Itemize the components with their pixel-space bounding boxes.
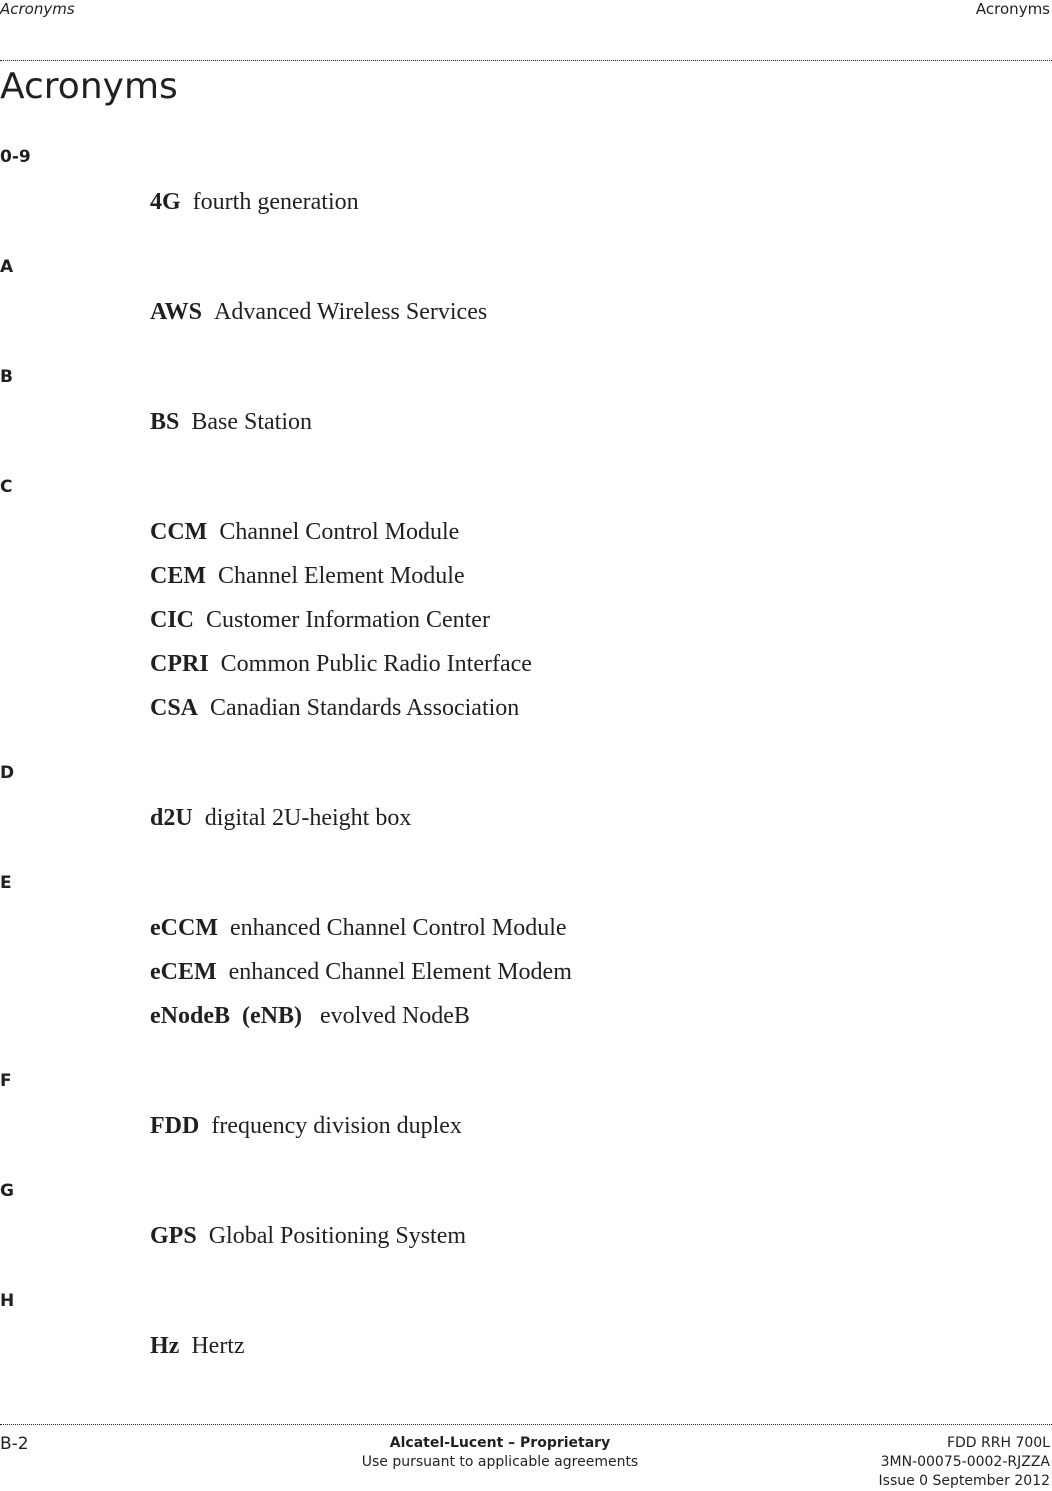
acronym-definition: frequency division duplex <box>211 1113 462 1139</box>
acronym-section <box>0 872 1052 1048</box>
footer-issue-date: Issue 0 September 2012 <box>878 1473 1050 1489</box>
acronym-abbreviation: BS <box>150 409 180 435</box>
acronym-definition: Global Positioning System <box>208 1223 467 1249</box>
acronym-entry <box>150 652 1052 696</box>
footer-center <box>330 1434 670 1472</box>
page-title: Acronyms <box>0 66 178 107</box>
acronym-definition: Advanced Wireless Services <box>214 299 488 325</box>
section-letter: E <box>0 873 12 893</box>
acronym-definition: Channel Control Module <box>219 519 460 545</box>
section-letter: 0-9 <box>0 147 31 167</box>
acronym-definition: Base Station <box>191 409 313 435</box>
footer-proprietary: Alcatel-Lucent – Proprietary <box>389 1435 611 1451</box>
section-letter: F <box>0 1071 12 1091</box>
acronym-entry <box>150 410 1052 454</box>
acronym-section <box>0 762 1052 850</box>
acronym-section <box>0 1180 1052 1268</box>
acronym-abbreviation: eCEM <box>150 959 217 985</box>
header-left-title: Acronyms <box>0 0 75 18</box>
acronym-definition: Canadian Standards Association <box>210 695 520 721</box>
acronym-definition: enhanced Channel Element Modem <box>228 959 572 985</box>
acronym-entry <box>150 520 1052 564</box>
acronym-entry <box>150 1224 1052 1268</box>
acronym-abbreviation: CSA <box>150 695 199 721</box>
acronym-abbreviation: GPS <box>150 1223 197 1249</box>
acronym-abbreviation: eNodeB (eNB) <box>150 1003 302 1029</box>
page-number: B-2 <box>0 1434 29 1454</box>
acronym-definition: Hertz <box>191 1333 245 1359</box>
footer-divider <box>0 1424 1052 1425</box>
acronym-entry <box>150 1114 1052 1158</box>
acronym-entry <box>150 806 1052 850</box>
acronym-abbreviation: CCM <box>150 519 208 545</box>
footer-product: FDD RRH 700L <box>946 1435 1050 1451</box>
section-letter: H <box>0 1291 15 1311</box>
header-divider <box>0 60 1052 61</box>
acronym-abbreviation: eCCM <box>150 915 218 941</box>
acronym-section <box>0 1290 1052 1378</box>
acronym-entry <box>150 960 1052 1004</box>
footer-doc-number: 3MN-00075-0002-RJZZA <box>880 1454 1050 1470</box>
acronym-definition: Channel Element Module <box>218 563 465 589</box>
acronym-entry <box>150 608 1052 652</box>
section-letter: C <box>0 477 13 497</box>
acronym-entry <box>150 916 1052 960</box>
acronym-entry <box>150 696 1052 740</box>
header-right-title: Acronyms <box>975 0 1050 18</box>
acronym-definition: fourth generation <box>192 189 359 215</box>
acronym-abbreviation: CIC <box>150 607 195 633</box>
acronym-abbreviation: Hz <box>150 1333 180 1359</box>
section-letter: B <box>0 367 13 387</box>
page-footer <box>0 1434 1052 1490</box>
acronym-abbreviation: CEM <box>150 563 206 589</box>
acronym-section <box>0 146 1052 234</box>
footer-doc-info <box>879 1434 1050 1491</box>
acronym-entry <box>150 564 1052 608</box>
acronym-abbreviation: FDD <box>150 1113 200 1139</box>
acronym-section <box>0 1070 1052 1158</box>
section-letter: A <box>0 257 14 277</box>
acronym-definition: Customer Information Center <box>206 607 490 633</box>
acronym-section <box>0 366 1052 454</box>
acronym-entry <box>150 190 1052 234</box>
acronym-abbreviation: d2U <box>150 805 193 831</box>
running-header <box>0 0 1052 20</box>
acronym-abbreviation: 4G <box>150 189 181 215</box>
acronym-list <box>0 146 1052 1400</box>
acronym-section <box>0 476 1052 740</box>
acronym-definition: evolved NodeB <box>313 1003 470 1029</box>
acronym-entry <box>150 1334 1052 1378</box>
section-letter: D <box>0 763 15 783</box>
acronym-abbreviation: CPRI <box>150 651 209 677</box>
footer-agreements: Use pursuant to applicable agreements <box>361 1454 639 1470</box>
acronym-section <box>0 256 1052 344</box>
acronym-entry <box>150 300 1052 344</box>
acronym-definition: Common Public Radio Interface <box>220 651 532 677</box>
section-letter: G <box>0 1181 14 1201</box>
acronym-definition: digital 2U-height box <box>204 805 412 831</box>
acronym-entry <box>150 1004 1052 1048</box>
acronym-definition: enhanced Channel Control Module <box>229 915 567 941</box>
acronym-abbreviation: AWS <box>150 299 203 325</box>
